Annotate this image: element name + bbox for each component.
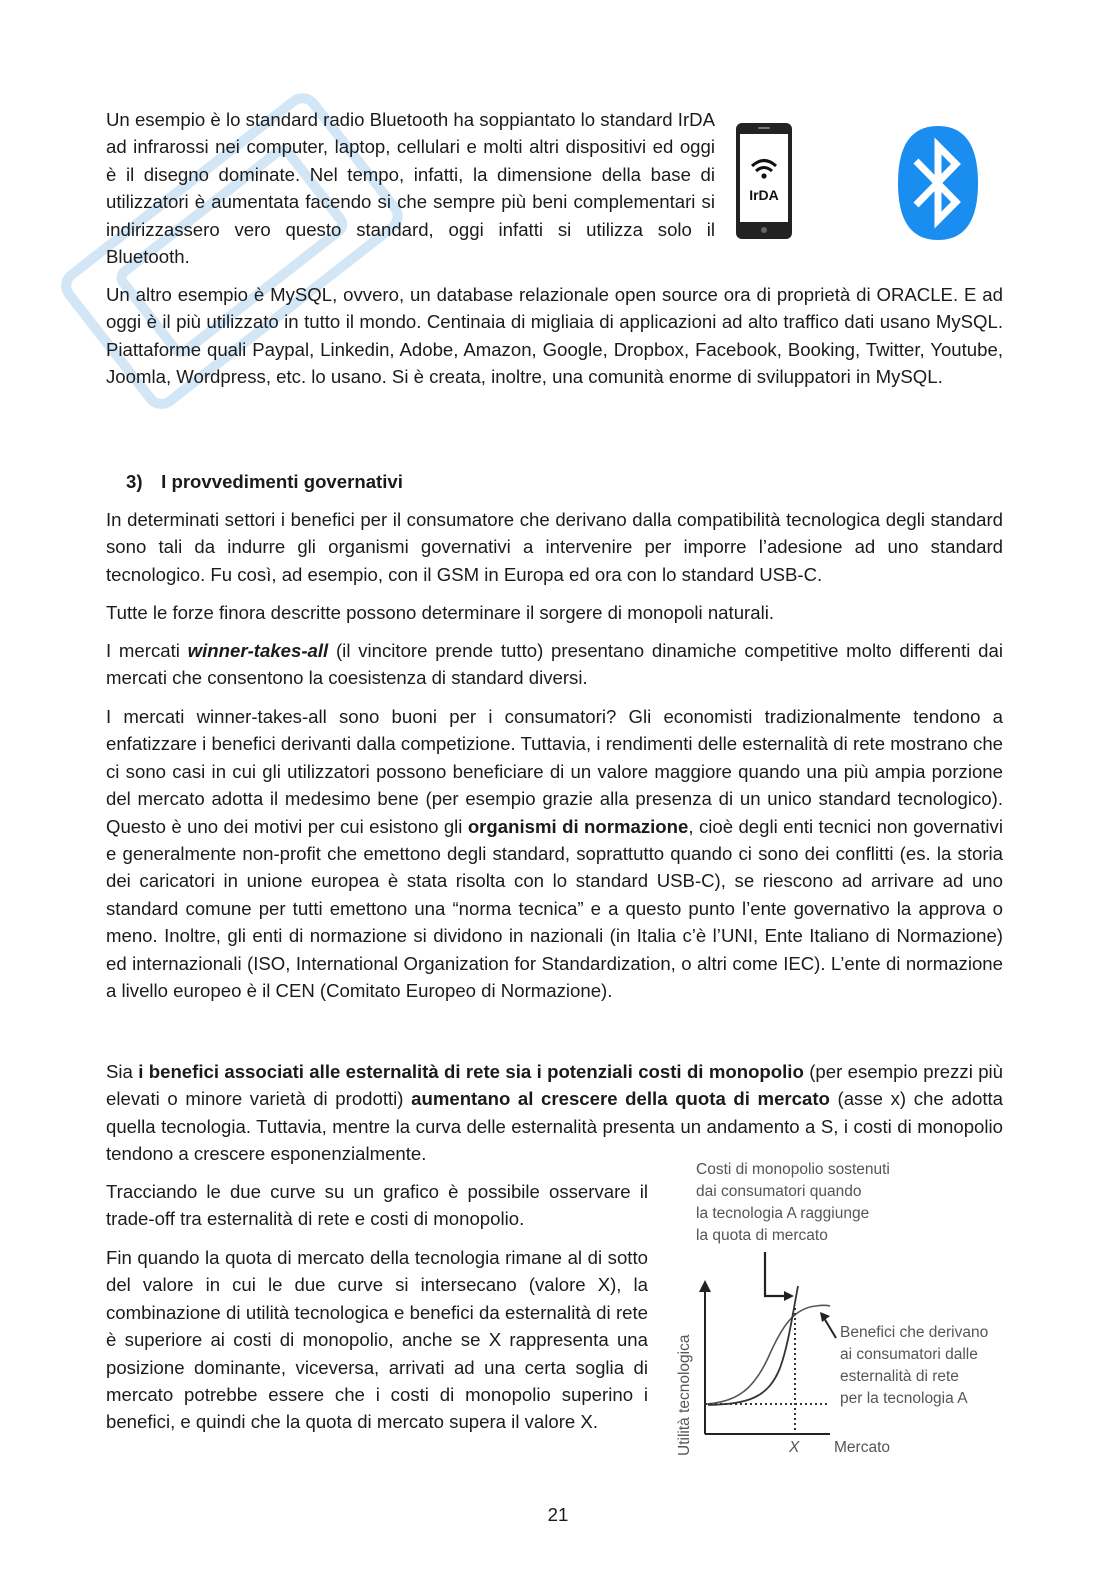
series-network-benefits [706,1305,830,1404]
callout-monopoly-arrow [765,1252,786,1296]
callout-benefits-arrow [824,1318,836,1338]
annotation-top-line-4: la quota di mercato [696,1227,828,1244]
paragraph-valore-x: Fin quando la quota di mercato della tecnologia rimane al di sotto del valore in cui le due curve si intersecano (valore X), la combinazione di utilità tecnologica e benefici da esternalità di rete è superiore ai costi di monopolio, anche se X rappresenta una posizione dominante, viceversa, arrivati ad una certa soglia di mercato potrebbe essere che i costi di monopolio superino i benefici, e quindi che la quota di mercato supera il valore X. [106,1247,648,1433]
annotation-right-line-1: Benefici che derivano [840,1324,989,1341]
annotation-top-line-1: Costi di monopolio sostenuti [696,1161,890,1178]
paragraph-bluetooth: Un esempio è lo standard radio Bluetooth ha soppiantato lo standard IrDA ad infrarossi nei computer, laptop, cellulari e molti altri dispositivi ed oggi è il disegno dominate. Nel tempo, infatti, la dimensione della base di utilizzatori è aumentata facendo si che sempre più beni complementari si indirizzassero vero questo standard, oggi infatti si utilizza solo il Bluetooth. [106,109,715,268]
annotation-right-line-3: esternalità di rete [840,1368,959,1385]
term-quota-mercato: aumentano al crescere della quota di mercato [411,1088,830,1110]
irda-phone-icon [735,122,793,240]
series-monopoly-costs [708,1286,798,1405]
y-axis-arrow [699,1280,711,1292]
irda-label: IrDA [749,187,779,203]
y-axis-label: Utilità tecnologica [676,1334,693,1456]
tradeoff-chart [668,1158,1048,1470]
term-winner-takes-all: winner-takes-all [187,640,329,661]
x-marker-label: X [789,1439,800,1456]
annotation-top-line-2: dai consumatori quando [696,1183,862,1200]
paragraph-tradeoff: Tracciando le due curve su un grafico è possibile osservare il trade-off tra esternalità di rete e costi di monopolio. [106,1181,648,1230]
paragraph-benefici-costi: Sia i benefici associati alle esternalità di rete sia i potenziali costi di monopolio (per esempio prezzi più elevati o minore varietà di prodotti) aumentano al crescere della quota di mercato (asse x) che adotta quella tecnologia. Tuttavia, mentre la curva delle esternalità presenta un andamento a S, i costi di monopolio tendono a crescere esponenzialmente. [106,1061,1004,1165]
x-axis-label: Mercato [834,1439,890,1456]
section-heading: 3) I provvedimenti governativi [126,471,403,492]
paragraph-normazione: I mercati winner-takes-all sono buoni per i consumatori? Gli economisti tradizionalmente tendono a enfatizzare i benefici derivanti dalla competizione. Tuttavia, i rendimenti delle esternalità di rete mostrano che ci sono casi in cui gli utilizzatori possono beneficiare di un valore maggiore quando una più ampia porzione del mercato adotta il medesimo bene (per esempio grazie alla presenza di un unico standard tecnologico). Questo è uno dei motivi per cui esistono gli organismi di normazione, cioè degli enti tecnici non governativi e generalmente non-profit che emettono degli standard, soprattutto quando ci sono dei conflitti (es. la storia dei caricatori in unione europea è stata risolta con lo standard USB-C), se riescono ad arrivare ad uno standard comune per tutti emettono una “norma tecnica” e a questo punto l’ente governativo la approva o meno. Inoltre, gli enti di normazione si dividono in nazionali (in Italia c’è l’UNI, Ente Italiano di Normazione) ed internazionali (ISO, International Organization for Standardization, o altri come IEC). L’ente di normazione a livello europeo è il CEN (Comitato Europeo di Normazione). [106,706,1003,1002]
paragraph-mysql: Un altro esempio è MySQL, ovvero, un database relazionale open source ora di proprietà di ORACLE. E ad oggi è il più utilizzato in tutto il mondo. Centinaia di migliaia di applicazioni ad alto traffico dati usano MySQL. Piattaforme quali Paypal, Linkedin, Adobe, Amazon, Google, Dropbox, Facebook, Booking, Twitter, Youtube, Joomla, Wordpress, etc. lo usano. Si è creata, inoltre, una comunità enorme di sviluppatori in MySQL. [106,284,1003,388]
paragraph-monopoli: Tutte le forze finora descritte possono determinare il sorgere di monopoli naturali. [106,602,774,623]
annotation-top-line-3: la tecnologia A raggiunge [696,1205,870,1222]
bluetooth-icon [896,124,980,242]
page-number: 21 [547,1504,569,1525]
annotation-right-line-2: ai consumatori dalle [840,1346,978,1363]
term-benefici-costi: i benefici associati alle esternalità di rete sia i potenziali costi di monopolio [138,1061,804,1082]
paragraph-governo: In determinati settori i benefici per il consumatore che derivano dalla compatibilità tecnologica degli standard sono tali da indurre gli organismi governativi a intervenire per imporre l’adesione ad uno standard tecnologico. Fu così, ad esempio, con il GSM in Europa ed ora con lo standard USB-C. [106,509,1003,585]
annotation-right-line-4: per la tecnologia A [840,1390,968,1407]
term-organismi-normazione: organismi di normazione [467,815,689,837]
paragraph-winner-takes-all: I mercati winner-takes-all (il vincitore prende tutto) presentano dinamiche competitive molto differenti dai mercati che consentono la coesistenza di standard diversi. [106,640,1003,689]
